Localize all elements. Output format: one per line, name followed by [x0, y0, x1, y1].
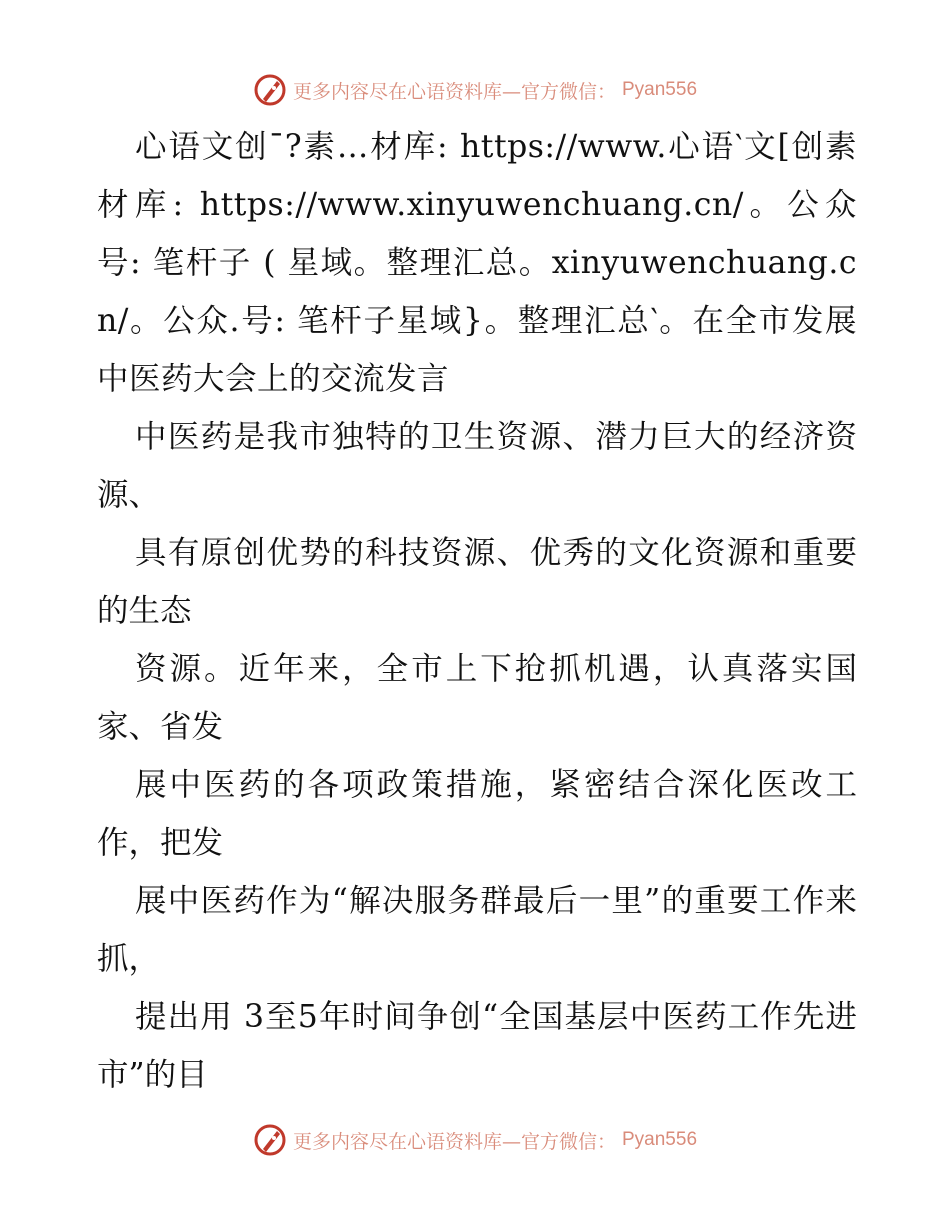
- header-watermark-banner[interactable]: [0, 70, 950, 110]
- paragraph-line: 展中医药的各项政策措施，紧密结合深化医改工作，把发: [97, 767, 857, 861]
- footer-banner-text: 更多内容尽在心语资料库—官方微信：: [292, 1130, 616, 1153]
- paragraph-line: 中医药是我市独特的卫生资源、潜力巨大的经济资源、: [97, 419, 857, 513]
- header-banner-text: 更多内容尽在心语资料库—官方微信：: [292, 80, 616, 103]
- document-body: [97, 118, 857, 1104]
- paragraph-line: 提出用 3至5年时间争创“全国基层中医药工作先进市”的目: [97, 999, 857, 1093]
- footer-banner-handle: Pyan556: [622, 1129, 698, 1150]
- header-banner-handle: Pyan556: [622, 79, 698, 100]
- paragraph-intro: 心语文创¯?素…材库: https://www.心语‵文[创素材库: https://www.xinyuwenchuang.cn/。公众号: 笔杆子 ( 星域。整理汇总。xinyuwenchuang.cn/。公众.号: 笔杆子星域}。整理汇总‵。在全市发展中医药大会上的交流发言: [97, 129, 857, 397]
- paragraph-line: 资源。近年来，全市上下抢抓机遇，认真落实国家、省发: [97, 651, 857, 745]
- paragraph-line: 展中医药作为“解决服务群最后一里”的重要工作来抓，: [97, 883, 857, 977]
- pen-logo-icon: [253, 1123, 287, 1157]
- pen-logo-icon: [253, 73, 287, 107]
- footer-watermark-banner[interactable]: [0, 1120, 950, 1160]
- paragraph-line: 具有原创优势的科技资源、优秀的文化资源和重要的生态: [97, 535, 857, 629]
